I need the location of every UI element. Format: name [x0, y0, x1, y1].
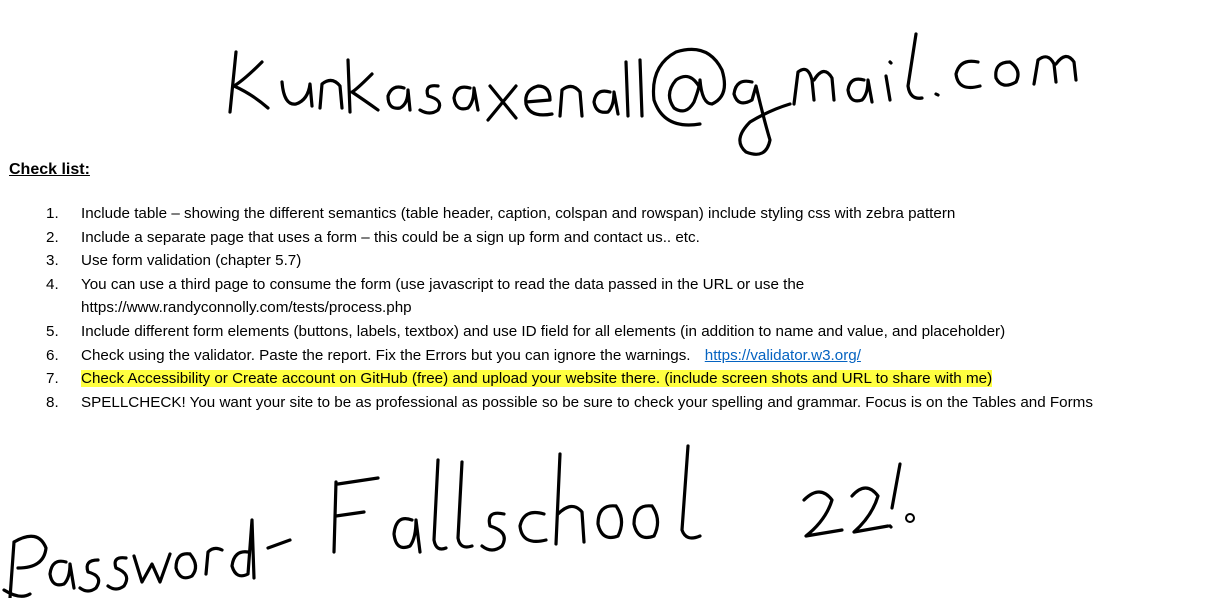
checklist-item-6	[40, 344, 1120, 368]
checklist-item-2	[40, 226, 1120, 250]
item-number: 4.	[46, 275, 59, 293]
handwritten-email	[230, 34, 1076, 154]
checklist-item-5	[40, 320, 1120, 344]
highlighted-item-text: Check Accessibility or Create account on GitHub (free) and upload your website there. (include screen shots and URL to share with me)	[81, 370, 993, 388]
item-number: 8.	[46, 393, 59, 411]
item-number: 2.	[46, 228, 59, 246]
item-number: 3.	[46, 252, 59, 270]
item-text: Use form validation (chapter 5.7)	[81, 252, 302, 270]
item-text: SPELLCHECK! You want your site to be as professional as possible so be sure to check your spelling and grammar. Focus is on the Tables and Forms	[81, 393, 1093, 411]
validator-link[interactable]: https://validator.w3.org/	[704, 346, 861, 364]
item-number: 5.	[46, 322, 59, 340]
item-text: Check using the validator. Paste the report. Fix the Errors but you can ignore the warnings.	[81, 346, 691, 364]
item-text: Include table – showing the different semantics (table header, caption, colspan and rowspan) include styling css with zebra pattern	[81, 205, 956, 222]
item-number: 6.	[46, 346, 59, 364]
checklist-item-4	[40, 273, 1120, 320]
checklist	[40, 202, 1120, 414]
checklist-item-1	[40, 202, 1120, 226]
item-text: Include a separate page that uses a form – this could be a sign up form and contact us.. etc.	[81, 228, 700, 246]
checklist-heading: Check list:	[9, 161, 90, 178]
item-number: 1.	[46, 205, 59, 222]
item-text: You can use a third page to consume the form (use javascript to read the data passed in the URL or use the https://www.randyconnolly.com/tests/process.php	[81, 275, 805, 317]
checklist-item-3	[40, 249, 1120, 273]
checklist-item-8	[40, 391, 1120, 415]
handwritten-password	[4, 446, 914, 598]
checklist-item-7	[40, 367, 1120, 391]
item-number: 7.	[46, 370, 59, 388]
item-text: Include different form elements (buttons, labels, textbox) and use ID field for all elements (in addition to name and value, and placeholder)	[81, 322, 1006, 340]
